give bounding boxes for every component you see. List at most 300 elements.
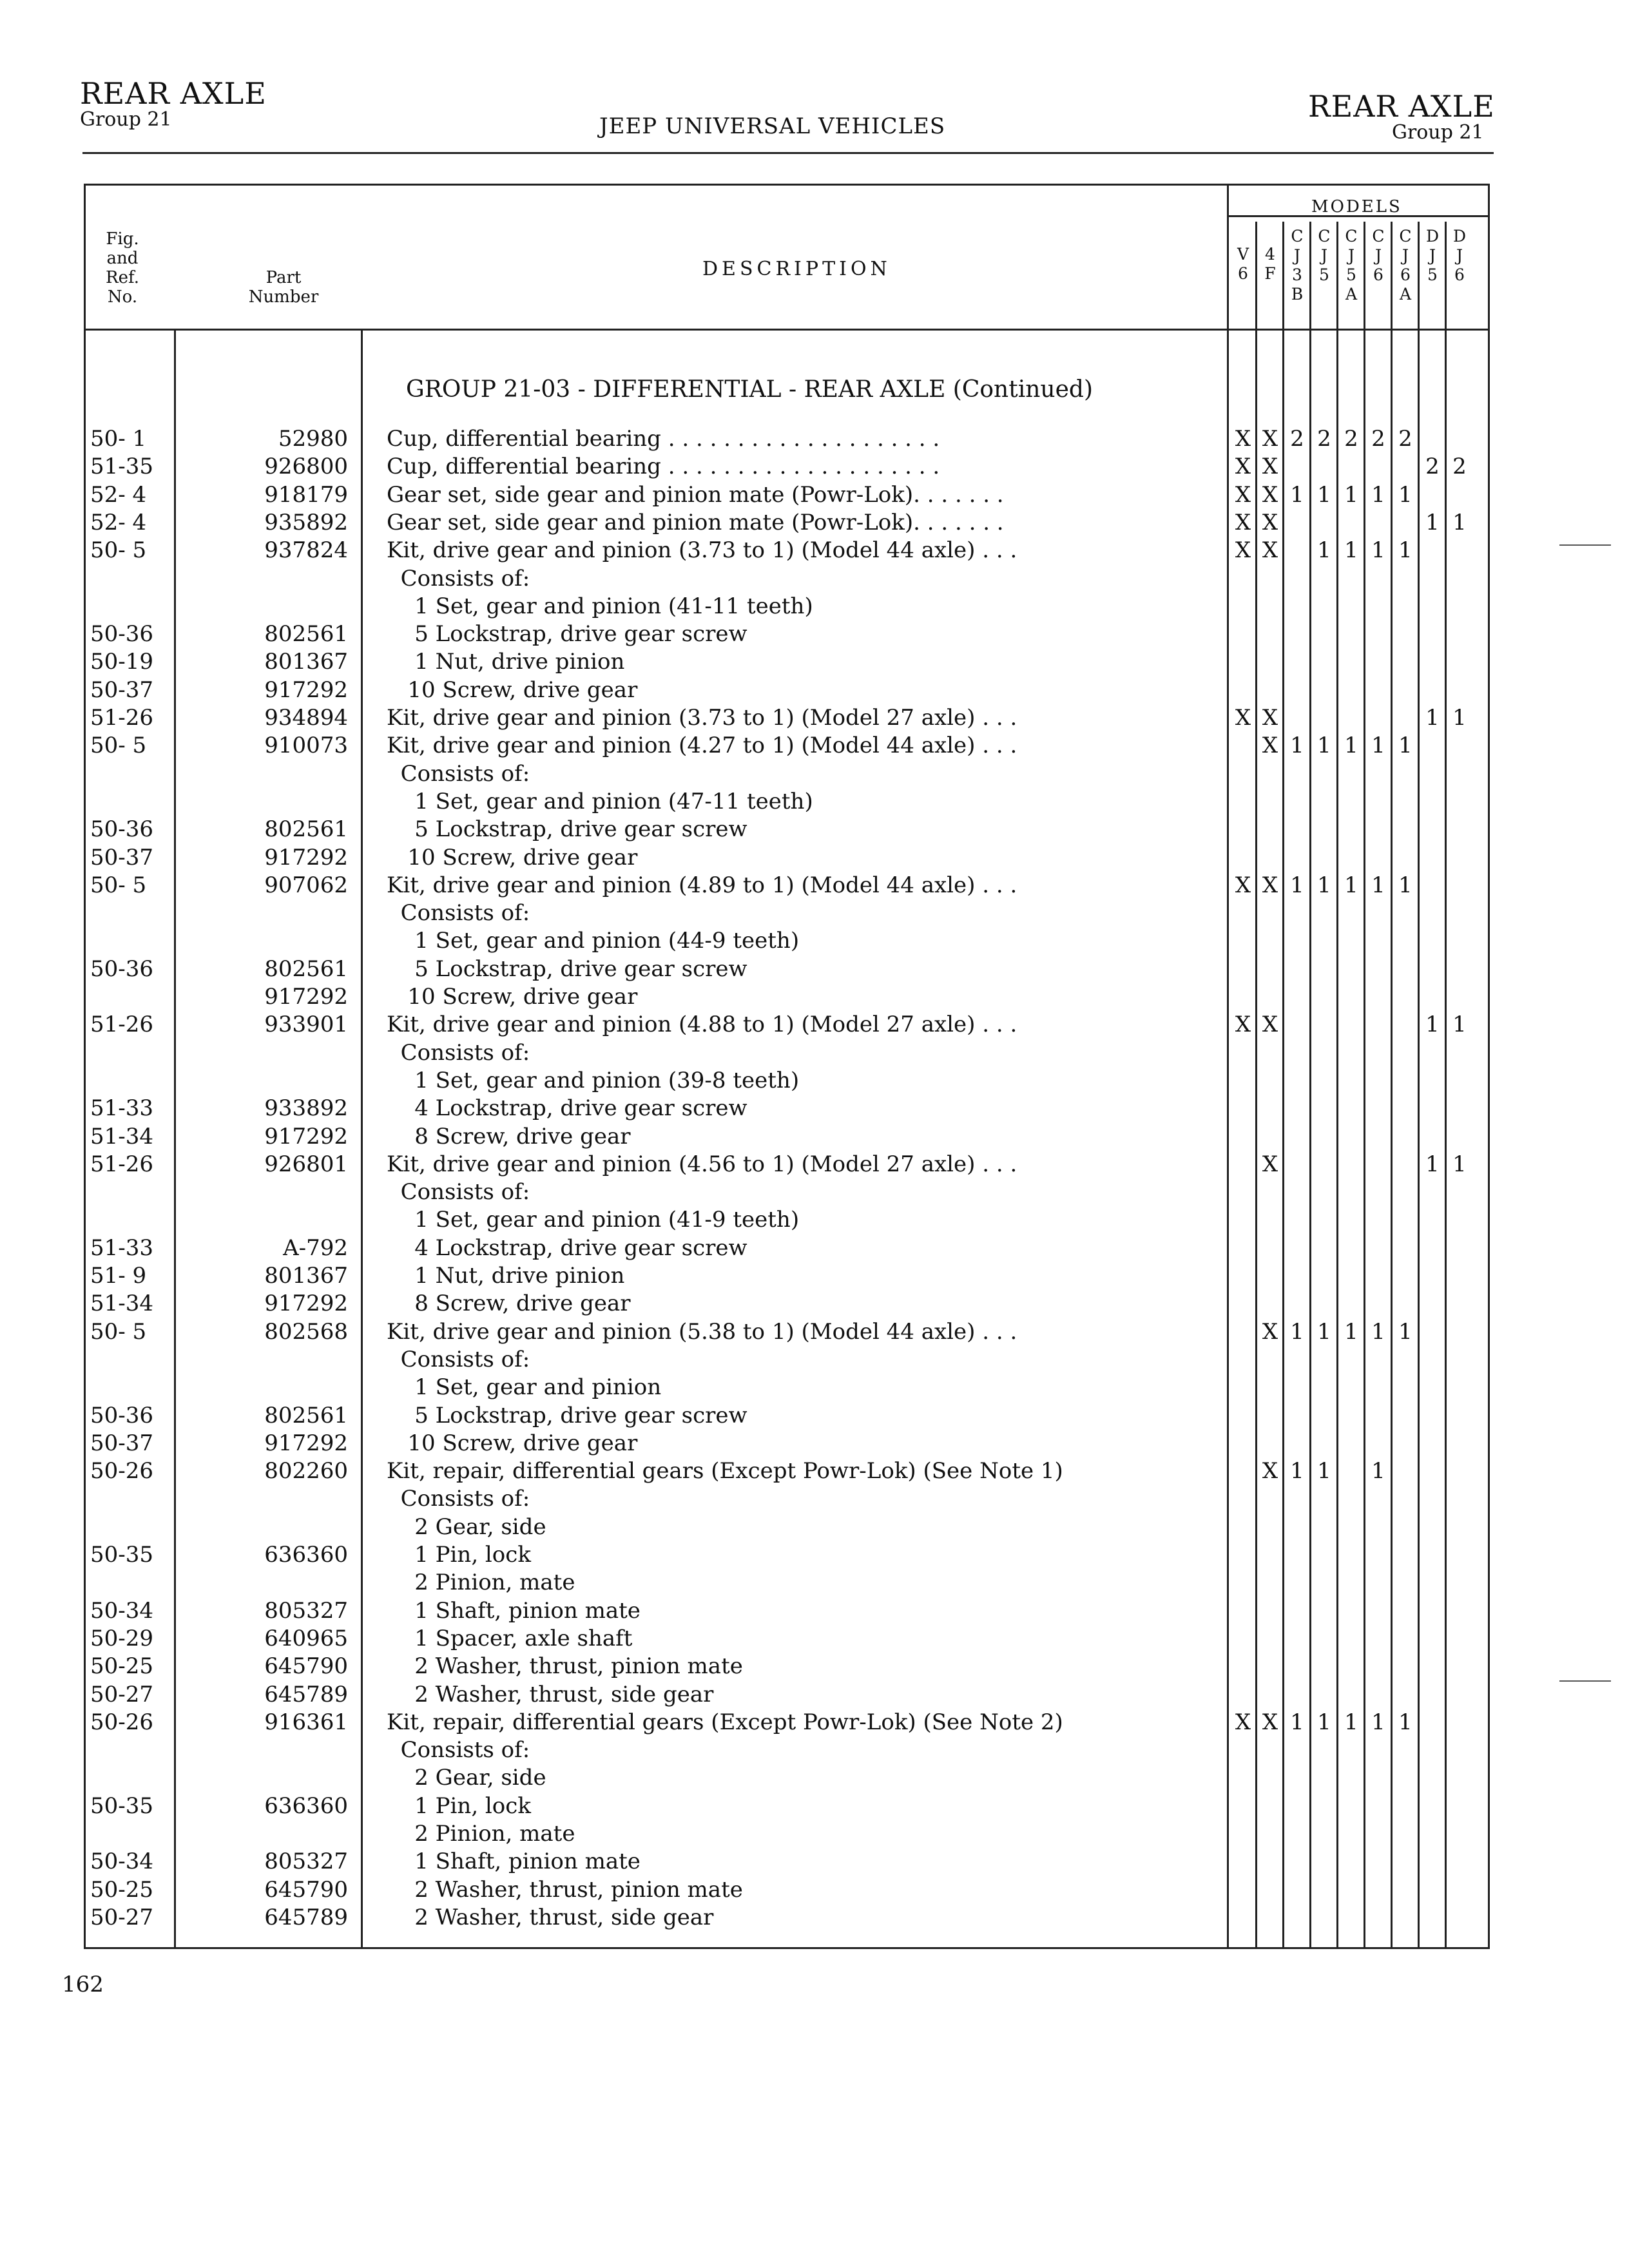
description-cell: 1 Spacer, axle shaft [387, 1625, 633, 1651]
table-row [0, 1457, 1629, 1485]
model-qty-cell: X [1262, 1151, 1278, 1177]
model-qty-cell: X [1235, 705, 1251, 731]
description-cell: 1 Shaft, pinion mate [387, 1597, 641, 1624]
description-cell: 5 Lockstrap, drive gear screw [387, 1402, 747, 1428]
fig-ref-cell: 50-36 [90, 956, 154, 982]
model-qty-cell: 1 [1371, 1318, 1385, 1345]
model-qty-cell: 1 [1371, 872, 1385, 898]
description-cell: 1 Set, gear and pinion (39-8 teeth) [387, 1067, 800, 1093]
part-number-cell: 645789 [264, 1904, 348, 1930]
grid-line [84, 329, 1490, 331]
description-cell: 2 Pinion, mate [387, 1821, 575, 1847]
fig-ref-cell: 50-34 [90, 1597, 154, 1624]
model-qty-cell: 2 [1317, 426, 1331, 452]
part-number-cell: 926801 [264, 1151, 348, 1177]
model-code-char: 6 [1238, 264, 1248, 283]
table-row [0, 1848, 1629, 1876]
table-row [0, 899, 1629, 927]
table-row [0, 816, 1629, 843]
fig-ref-cell: 51-34 [90, 1291, 154, 1317]
description-cell: 2 Gear, side [387, 1765, 546, 1791]
model-qty-cell: 1 [1398, 1709, 1412, 1735]
model-qty-cell: 1 [1398, 1318, 1412, 1345]
model-qty-cell: 1 [1344, 1318, 1358, 1345]
description-cell: 5 Lockstrap, drive gear screw [387, 621, 747, 648]
model-qty-cell: 1 [1371, 1458, 1385, 1485]
table-row [0, 1235, 1629, 1262]
part-number-header [226, 268, 342, 307]
description-cell: Consists of: [387, 760, 530, 787]
table-row [0, 648, 1629, 676]
fig-ref-cell: 50-37 [90, 677, 154, 703]
model-code-char: J [1320, 246, 1328, 265]
fig-header-line: and [106, 249, 139, 268]
description-cell: 10 Screw, drive gear [387, 984, 638, 1010]
description-cell: Consists of: [387, 565, 530, 591]
fig-ref-cell: 51-35 [90, 454, 154, 480]
fig-ref-cell: 51-34 [90, 1123, 154, 1149]
model-qty-cell: 1 [1317, 1458, 1331, 1485]
model-qty-cell: 1 [1290, 1318, 1304, 1345]
description-cell: Kit, drive gear and pinion (4.27 to 1) (Model 44 axle) . . . [387, 733, 1017, 759]
model-qty-cell: X [1262, 481, 1278, 508]
model-qty-cell: 1 [1371, 537, 1385, 564]
table-row [0, 732, 1629, 760]
model-qty-cell: 1 [1290, 481, 1304, 508]
model-qty-cell: 1 [1371, 733, 1385, 759]
model-code-char: 4 [1265, 245, 1275, 264]
description-cell: Gear set, side gear and pinion mate (Powr-Lok). . . . . . . [387, 481, 1004, 508]
description-cell: Kit, drive gear and pinion (5.38 to 1) (Model 44 axle) . . . [387, 1318, 1017, 1345]
table-row [0, 872, 1629, 899]
description-cell: 1 Set, gear and pinion (41-9 teeth) [387, 1207, 800, 1233]
description-cell: Kit, repair, differential gears (Except Powr-Lok) (See Note 1) [387, 1458, 1063, 1485]
table-row [0, 1514, 1629, 1541]
table-row [0, 593, 1629, 620]
description-cell: Consists of: [387, 1346, 530, 1372]
part-number-cell: 802561 [264, 1402, 348, 1428]
table-row [0, 677, 1629, 704]
model-qty-cell: 1 [1344, 1709, 1358, 1735]
model-code-header [1285, 227, 1309, 304]
table-row [0, 1736, 1629, 1764]
table-row [0, 1709, 1629, 1736]
fig-ref-cell: 50- 5 [90, 733, 147, 759]
table-row [0, 983, 1629, 1011]
model-qty-cell: 2 [1371, 426, 1385, 452]
fig-ref-cell: 51- 9 [90, 1263, 147, 1289]
fig-ref-cell: 50-27 [90, 1681, 154, 1707]
model-qty-cell: 1 [1425, 705, 1440, 731]
description-cell: Kit, drive gear and pinion (4.89 to 1) (Model 44 axle) . . . [387, 872, 1017, 898]
table-row [0, 1681, 1629, 1709]
table-row [0, 1318, 1629, 1346]
model-qty-cell: 1 [1290, 1458, 1304, 1485]
fig-ref-cell: 50-19 [90, 649, 154, 675]
part-number-cell: A-792 [283, 1235, 348, 1261]
table-row [0, 788, 1629, 816]
model-qty-cell: 1 [1398, 537, 1412, 564]
model-code-char: J [1456, 246, 1463, 265]
fig-ref-cell: 50-26 [90, 1458, 154, 1485]
margin-mark [1559, 1680, 1611, 1682]
margin-mark [1559, 544, 1611, 546]
description-cell: 10 Screw, drive gear [387, 677, 638, 703]
description-cell: 2 Washer, thrust, side gear [387, 1904, 714, 1930]
model-qty-cell: 2 [1425, 454, 1440, 480]
group-title: GROUP 21-03 - DIFFERENTIAL - REAR AXLE (Continued) [406, 376, 1093, 403]
table-row [0, 927, 1629, 955]
model-code-char: D [1452, 227, 1467, 245]
header-rule [82, 152, 1494, 154]
table-row [0, 1095, 1629, 1122]
model-code-char: 6 [1400, 265, 1411, 284]
fig-ref-cell: 50-35 [90, 1792, 154, 1819]
part-number-cell: 918179 [264, 481, 348, 508]
description-cell: Consists of: [387, 1179, 530, 1206]
fig-ref-cell: 50-37 [90, 1430, 154, 1456]
fig-ref-cell: 51-26 [90, 1012, 154, 1038]
part-header-line: Part [265, 268, 302, 287]
model-code-header [1366, 227, 1391, 285]
model-qty-cell: X [1235, 1012, 1251, 1038]
model-qty-cell: X [1262, 1709, 1278, 1735]
model-qty-cell: 1 [1317, 481, 1331, 508]
fig-ref-cell: 50- 1 [90, 426, 147, 452]
part-number-cell: 917292 [264, 677, 348, 703]
fig-ref-cell: 52- 4 [90, 509, 147, 535]
model-qty-cell: X [1262, 454, 1278, 480]
description-cell: 4 Lockstrap, drive gear screw [387, 1235, 747, 1261]
model-qty-cell: 1 [1425, 1012, 1440, 1038]
model-code-header [1258, 245, 1282, 284]
model-qty-cell: 1 [1344, 733, 1358, 759]
fig-ref-header [90, 229, 155, 307]
part-number-cell: 645789 [264, 1681, 348, 1707]
model-code-char: 3 [1292, 265, 1302, 284]
fig-ref-cell: 50-36 [90, 1402, 154, 1428]
section-title-right: REAR AXLE [1308, 89, 1495, 124]
table-row [0, 1374, 1629, 1401]
model-code-header [1393, 227, 1418, 304]
part-number-cell: 933901 [264, 1012, 348, 1038]
model-qty-cell: 1 [1317, 1709, 1331, 1735]
part-number-cell: 805327 [264, 1849, 348, 1875]
part-number-cell: 802561 [264, 816, 348, 843]
fig-ref-cell: 50-27 [90, 1904, 154, 1930]
model-code-char: J [1347, 246, 1355, 265]
model-qty-cell: X [1262, 1458, 1278, 1485]
section-group: Group 21 [80, 108, 172, 131]
model-qty-cell: X [1235, 426, 1251, 452]
part-number-cell: 933892 [264, 1095, 348, 1122]
part-number-cell: 907062 [264, 872, 348, 898]
part-number-cell: 917292 [264, 984, 348, 1010]
part-number-cell: 645790 [264, 1653, 348, 1680]
model-qty-cell: 2 [1344, 426, 1358, 452]
description-cell: 1 Set, gear and pinion (41-11 teeth) [387, 593, 813, 619]
model-qty-cell: X [1235, 872, 1251, 898]
part-number-cell: 636360 [264, 1792, 348, 1819]
table-row [0, 1123, 1629, 1151]
fig-ref-cell: 50-34 [90, 1849, 154, 1875]
model-qty-cell: 1 [1452, 705, 1467, 731]
description-cell: Cup, differential bearing . . . . . . . . . . . . . . . . . . . . [387, 454, 940, 480]
model-qty-cell: 1 [1344, 872, 1358, 898]
part-number-cell: 935892 [264, 509, 348, 535]
fig-header-line: No. [107, 287, 138, 307]
model-qty-cell: 1 [1317, 733, 1331, 759]
model-qty-cell: 1 [1452, 509, 1467, 535]
model-qty-cell: 1 [1290, 733, 1304, 759]
model-code-char: C [1399, 227, 1412, 245]
model-qty-cell: 1 [1425, 509, 1440, 535]
table-row [0, 1430, 1629, 1457]
model-code-char: J [1429, 246, 1436, 265]
part-number-cell: 805327 [264, 1597, 348, 1624]
model-qty-cell: 1 [1371, 481, 1385, 508]
model-code-char: C [1291, 227, 1304, 245]
table-row [0, 1541, 1629, 1569]
table-row [0, 1653, 1629, 1680]
model-code-char: J [1293, 246, 1301, 265]
model-qty-cell: X [1235, 454, 1251, 480]
model-qty-cell: 2 [1290, 426, 1304, 452]
model-qty-cell: 1 [1317, 1318, 1331, 1345]
fig-header-line: Fig. [106, 229, 139, 249]
fig-ref-cell: 51-33 [90, 1235, 154, 1261]
table-row [0, 704, 1629, 732]
part-number-cell: 916361 [264, 1709, 348, 1735]
model-code-char: J [1374, 246, 1382, 265]
model-qty-cell: 2 [1398, 426, 1412, 452]
part-number-cell: 937824 [264, 537, 348, 564]
table-row [0, 1904, 1629, 1932]
table-row [0, 1876, 1629, 1904]
description-cell: Consists of: [387, 1737, 530, 1763]
model-code-char: A [1345, 285, 1358, 303]
table-row [0, 425, 1629, 453]
model-code-char: C [1345, 227, 1358, 245]
model-code-char: J [1402, 246, 1409, 265]
fig-ref-cell: 51-33 [90, 1095, 154, 1122]
fig-ref-cell: 50-37 [90, 844, 154, 870]
description-cell: 1 Set, gear and pinion [387, 1374, 662, 1401]
table-row [0, 1485, 1629, 1513]
model-qty-cell: 1 [1425, 1151, 1440, 1177]
model-qty-cell: X [1262, 705, 1278, 731]
description-cell: Kit, drive gear and pinion (3.73 to 1) (Model 27 axle) . . . [387, 705, 1017, 731]
part-number-cell: 802568 [264, 1318, 348, 1345]
section-group-right: Group 21 [1392, 121, 1484, 144]
model-qty-cell: X [1262, 1012, 1278, 1038]
description-cell: 1 Nut, drive pinion [387, 649, 625, 675]
table-row [0, 1262, 1629, 1290]
description-cell: 1 Shaft, pinion mate [387, 1849, 641, 1875]
model-qty-cell: X [1235, 481, 1251, 508]
model-qty-cell: 1 [1344, 537, 1358, 564]
description-cell: Consists of: [387, 900, 530, 927]
part-number-cell: 801367 [264, 649, 348, 675]
page-number: 162 [62, 1972, 104, 1997]
description-cell: 2 Washer, thrust, pinion mate [387, 1653, 743, 1680]
model-qty-cell: X [1235, 509, 1251, 535]
model-qty-cell: X [1262, 872, 1278, 898]
table-row [0, 1039, 1629, 1067]
table-row [0, 1597, 1629, 1625]
model-code-header [1447, 227, 1472, 285]
part-number-cell: 645790 [264, 1876, 348, 1903]
description-cell: 1 Set, gear and pinion (44-9 teeth) [387, 928, 800, 954]
model-qty-cell: X [1235, 1709, 1251, 1735]
model-code-char: 5 [1346, 265, 1356, 284]
part-number-cell: 636360 [264, 1542, 348, 1568]
table-row [0, 1011, 1629, 1039]
model-qty-cell: 1 [1452, 1012, 1467, 1038]
part-number-cell: 917292 [264, 844, 348, 870]
part-number-cell: 934894 [264, 705, 348, 731]
fig-ref-cell: 50- 5 [90, 537, 147, 564]
description-cell: Consists of: [387, 1486, 530, 1512]
part-number-cell: 910073 [264, 733, 348, 759]
description-cell: Kit, drive gear and pinion (3.73 to 1) (Model 44 axle) . . . [387, 537, 1017, 564]
part-number-cell: 917292 [264, 1291, 348, 1317]
model-code-char: 6 [1454, 265, 1465, 284]
models-header: MODELS [1311, 197, 1402, 216]
description-cell: Kit, repair, differential gears (Except Powr-Lok) (See Note 2) [387, 1709, 1063, 1735]
description-header: DESCRIPTION [702, 258, 891, 280]
part-number-cell: 802260 [264, 1458, 348, 1485]
table-row [0, 1764, 1629, 1792]
table-row [0, 481, 1629, 509]
model-qty-cell: X [1235, 537, 1251, 564]
table-row [0, 565, 1629, 593]
table-row [0, 1569, 1629, 1597]
fig-ref-cell: 51-26 [90, 705, 154, 731]
part-number-cell: 926800 [264, 454, 348, 480]
model-code-char: B [1291, 285, 1304, 303]
description-cell: Cup, differential bearing . . . . . . . . . . . . . . . . . . . . [387, 426, 940, 452]
description-cell: 10 Screw, drive gear [387, 844, 638, 870]
model-code-header [1231, 245, 1255, 284]
model-qty-cell: 1 [1290, 872, 1304, 898]
model-qty-cell: X [1262, 1318, 1278, 1345]
model-code-char: A [1399, 285, 1412, 303]
table-row [0, 1346, 1629, 1374]
description-cell: 2 Washer, thrust, pinion mate [387, 1876, 743, 1903]
description-cell: 1 Set, gear and pinion (47-11 teeth) [387, 788, 813, 814]
part-number-cell: 52980 [278, 426, 348, 452]
description-cell: 2 Washer, thrust, side gear [387, 1681, 714, 1707]
model-qty-cell: 1 [1452, 1151, 1467, 1177]
model-code-char: 5 [1427, 265, 1438, 284]
model-qty-cell: X [1262, 537, 1278, 564]
fig-ref-cell: 52- 4 [90, 481, 147, 508]
model-code-char: D [1425, 227, 1440, 245]
model-qty-cell: 1 [1398, 733, 1412, 759]
model-code-header [1312, 227, 1336, 285]
book-title: JEEP UNIVERSAL VEHICLES [599, 113, 946, 139]
table-row [0, 509, 1629, 537]
description-cell: Kit, drive gear and pinion (4.88 to 1) (Model 27 axle) . . . [387, 1012, 1017, 1038]
description-cell: 5 Lockstrap, drive gear screw [387, 956, 747, 982]
model-code-char: V [1237, 245, 1249, 264]
description-cell: 2 Gear, side [387, 1514, 546, 1540]
table-row [0, 1792, 1629, 1820]
fig-ref-cell: 50-25 [90, 1653, 154, 1680]
model-code-char: C [1372, 227, 1385, 245]
model-qty-cell: 1 [1398, 481, 1412, 508]
description-cell: 1 Pin, lock [387, 1792, 531, 1819]
part-header-line: Number [248, 287, 319, 307]
fig-ref-cell: 50-26 [90, 1709, 154, 1735]
table-row [0, 1206, 1629, 1234]
model-code-header [1420, 227, 1445, 285]
part-number-cell: 802561 [264, 956, 348, 982]
fig-ref-cell: 50- 5 [90, 872, 147, 898]
model-qty-cell: 2 [1452, 454, 1467, 480]
table-row [0, 844, 1629, 872]
fig-ref-cell: 50-29 [90, 1625, 154, 1651]
fig-ref-cell: 50-35 [90, 1542, 154, 1568]
table-row [0, 1402, 1629, 1430]
table-row [0, 1625, 1629, 1653]
model-qty-cell: 1 [1317, 872, 1331, 898]
description-cell: Gear set, side gear and pinion mate (Powr-Lok). . . . . . . [387, 509, 1004, 535]
model-qty-cell: 1 [1398, 872, 1412, 898]
fig-ref-cell: 50-25 [90, 1876, 154, 1903]
description-cell: 8 Screw, drive gear [387, 1123, 631, 1149]
description-cell: 8 Screw, drive gear [387, 1291, 631, 1317]
fig-header-line: Ref. [106, 268, 139, 287]
table-row [0, 1178, 1629, 1206]
fig-ref-cell: 50-36 [90, 816, 154, 843]
description-cell: 2 Pinion, mate [387, 1570, 575, 1596]
model-qty-cell: 1 [1344, 481, 1358, 508]
description-cell: 1 Nut, drive pinion [387, 1263, 625, 1289]
description-cell: Consists of: [387, 1039, 530, 1066]
table-row [0, 1067, 1629, 1095]
model-code-char: C [1318, 227, 1331, 245]
table-row [0, 537, 1629, 564]
description-cell: Kit, drive gear and pinion (4.56 to 1) (Model 27 axle) . . . [387, 1151, 1017, 1177]
part-number-cell: 640965 [264, 1625, 348, 1651]
description-cell: 1 Pin, lock [387, 1542, 531, 1568]
model-code-header [1339, 227, 1364, 304]
fig-ref-cell: 50-36 [90, 621, 154, 648]
model-code-char: 5 [1319, 265, 1329, 284]
table-row [0, 453, 1629, 481]
table-row [0, 956, 1629, 983]
description-cell: 10 Screw, drive gear [387, 1430, 638, 1456]
fig-ref-cell: 50- 5 [90, 1318, 147, 1345]
model-qty-cell: 1 [1290, 1709, 1304, 1735]
model-qty-cell: 1 [1317, 537, 1331, 564]
model-qty-cell: 1 [1371, 1709, 1385, 1735]
model-qty-cell: X [1262, 733, 1278, 759]
model-code-char: 6 [1373, 265, 1383, 284]
part-number-cell: 917292 [264, 1123, 348, 1149]
table-row [0, 760, 1629, 788]
description-cell: 5 Lockstrap, drive gear screw [387, 816, 747, 843]
table-row [0, 1151, 1629, 1178]
model-qty-cell: X [1262, 509, 1278, 535]
section-title: REAR AXLE [80, 76, 267, 111]
table-row [0, 1820, 1629, 1848]
description-cell: 4 Lockstrap, drive gear screw [387, 1095, 747, 1122]
part-number-cell: 802561 [264, 621, 348, 648]
model-code-char: F [1264, 264, 1276, 283]
